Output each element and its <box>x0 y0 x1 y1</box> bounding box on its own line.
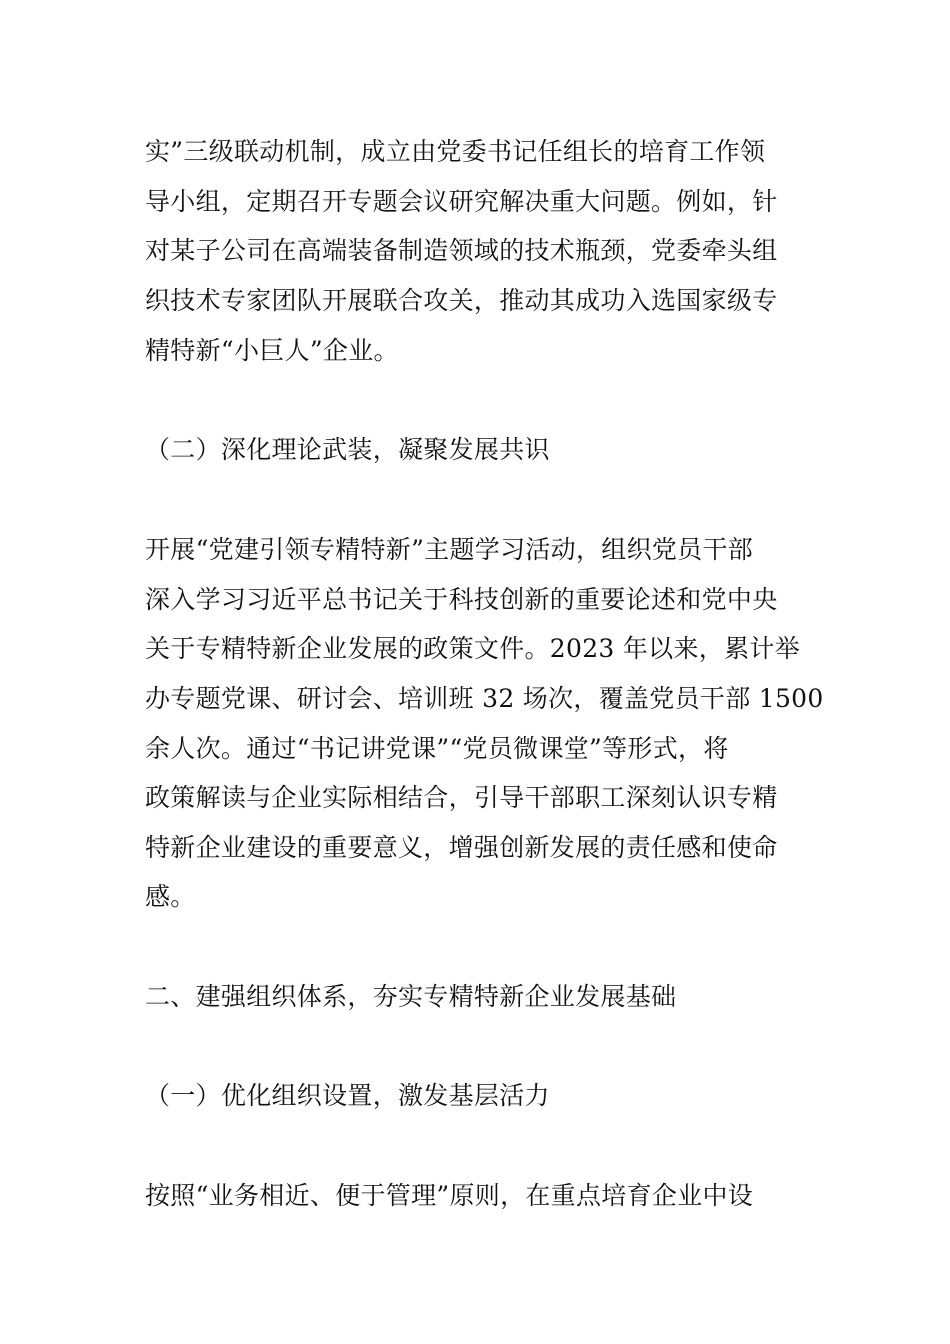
paragraph-2-line-3: 关于专精特新企业发展的政策文件。2023 年以来，累计举 <box>145 634 800 663</box>
paragraph-1-line-3: 对某子公司在高端装备制造领域的技术瓶颈，党委牵头组 <box>145 236 778 265</box>
paragraph-2-line-1: 开展“党建引领专精特新”主题学习活动，组织党员干部 <box>145 535 754 564</box>
subheading-2: （二）深化理论武装，凝聚发展共识 <box>145 435 550 464</box>
paragraph-2-line-8: 感。 <box>145 882 196 911</box>
paragraph-2-line-2: 深入学习习近平总书记关于科技创新的重要论述和党中央 <box>145 585 778 614</box>
paragraph-2-line-4: 办专题党课、研讨会、培训班 32 场次，覆盖党员干部 1500 <box>145 684 824 713</box>
paragraph-3-line-1: 按照“业务相近、便于管理”原则，在重点培育企业中设 <box>145 1181 754 1210</box>
paragraph-1-line-2: 导小组，定期召开专题会议研究解决重大问题。例如，针 <box>145 187 778 216</box>
subheading-1: （一）优化组织设置，激发基层活力 <box>145 1081 550 1110</box>
paragraph-2-line-5: 余人次。通过“书记讲党课”“党员微课堂”等形式，将 <box>145 734 729 763</box>
paragraph-1-line-4: 织技术专家团队开展联合攻关，推动其成功入选国家级专 <box>145 286 778 315</box>
section-heading: 二、建强组织体系，夯实专精特新企业发展基础 <box>145 982 677 1011</box>
paragraph-2-line-7: 特新企业建设的重要意义，增强创新发展的责任感和使命 <box>145 833 778 862</box>
paragraph-2-line-6: 政策解读与企业实际相结合，引导干部职工深刻认识专精 <box>145 783 778 812</box>
paragraph-1-line-5: 精特新“小巨人”企业。 <box>145 336 399 365</box>
paragraph-1-line-1: 实”三级联动机制，成立由党委书记任组长的培育工作领 <box>145 137 766 166</box>
